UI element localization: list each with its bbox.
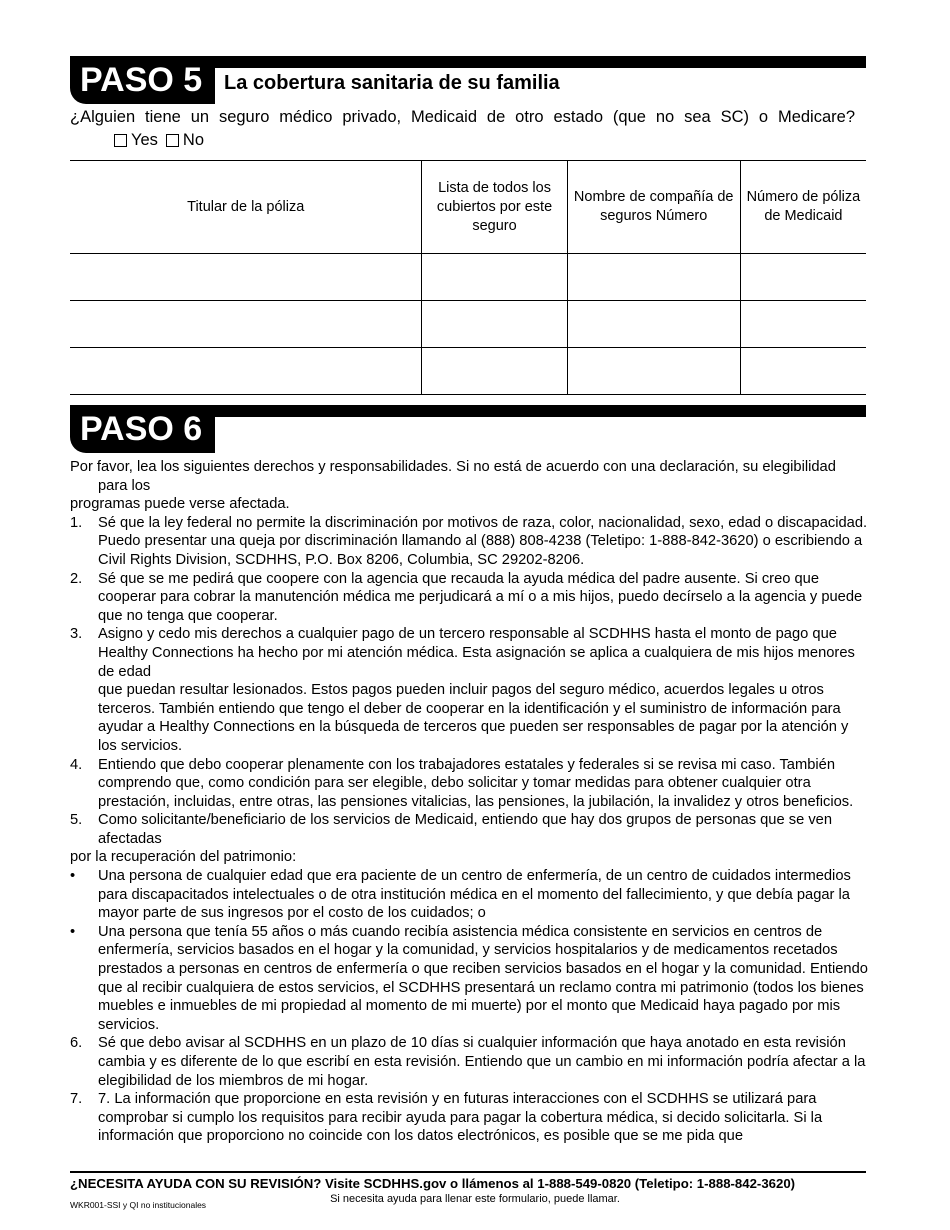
step6-badge: PASO 6 [70, 405, 215, 453]
bullet-icon: • [70, 923, 76, 940]
intro-text [70, 458, 868, 495]
item-number: 2. [70, 570, 83, 587]
item-5-continued: por la recuperación del patrimonio: [70, 849, 297, 866]
coverage-yes-no [114, 131, 208, 150]
covered-cell[interactable] [422, 301, 567, 348]
bullet-icon: • [70, 868, 76, 885]
item-text: Sé que debo avisar al SCDHHS en un plazo de 10 días si cualquier información que haya anotado en esta revisión cambia y es diferente de lo que escribí en esta revisión. Entiendo que un cambio en mi información podría afectar a la elegibilidad de los miembros de mi hogar. [98, 1035, 866, 1089]
company-cell[interactable] [567, 348, 740, 395]
item-number: 7. [70, 1091, 83, 1108]
list-item [70, 811, 868, 848]
item-number: 1. [70, 514, 83, 531]
item-3-continued [70, 681, 868, 755]
no-checkbox[interactable] [166, 134, 179, 147]
policy-number-cell[interactable] [740, 348, 866, 395]
no-label: No [182, 131, 205, 149]
table-row [70, 301, 866, 348]
bullet-text: Una persona de cualquier edad que era paciente de un centro de enfermería, de un centro de cuidados intermedios para discapacitados intelectuales o de otra institución médica en el momento del fallecimiento, y que debía pagar la mayor parte de sus ingresos por el costo de los cuidados; o [98, 868, 851, 922]
policy-holder-cell[interactable] [70, 348, 422, 395]
coverage-question: ¿Alguien tiene un seguro médico privado, Medicaid de otro estado (que no sea SC) o Medicare? [70, 108, 855, 126]
intro-text-2: programas puede verse afectada. [70, 496, 290, 513]
step5-title: La cobertura sanitaria de su familia [224, 72, 560, 94]
footer-subtext: Si necesita ayuda para llenar este formulario, puede llamar. [330, 1193, 620, 1205]
policy-number-cell[interactable] [740, 254, 866, 301]
step5-badge: PASO 5 [70, 56, 215, 104]
list-item [70, 1034, 868, 1090]
header-company-name: Nombre de compañía de seguros Número [567, 161, 740, 254]
item-text: Como solicitante/beneficiario de los servicios de Medicaid, entiendo que hay dos grupos de personas que se ven afectadas [98, 812, 833, 847]
item-text: que puedan resultar lesionados. Estos pagos pueden incluir pagos del seguro médico, acuerdos legales u otros terceros. También entiendo que tengo el deber de cooperar en la identificación y el suministro de información para ayudar a Healthy Connections en la búsqueda de terceros que pueden ser responsables de pagar por la atención y los servicios. [98, 682, 849, 754]
list-item [70, 756, 868, 812]
header-covered-list: Lista de todos los cubiertos por este seguro [422, 161, 567, 254]
yes-label: Yes [131, 131, 158, 149]
covered-cell[interactable] [422, 254, 567, 301]
item-text: Sé que la ley federal no permite la discriminación por motivos de raza, color, nacionalidad, sexo, edad o discapacidad. Puedo presentar una queja por discriminación llamando al (888) 808-4238 (Teletipo: 1-888-842-3620) o escribiendo a Civil Rights Division, SCDHHS, P.O. Box 8206, Columbia, SC 29202-8206. [98, 514, 868, 568]
intro-line-1: Por favor, lea los siguientes derechos y responsabilidades. Si no está de acuerdo con una declaración, su elegibilidad para los [70, 459, 836, 494]
footer-help-text: ¿NECESITA AYUDA CON SU REVISIÓN? Visite SCDHHS.gov o llámenos al 1-888-549-0820 (Teletipo: 1-888-842-3620) [70, 1176, 796, 1191]
rights-responsibilities [70, 458, 868, 1146]
company-cell[interactable] [567, 254, 740, 301]
header-policy-holder: Titular de la póliza [70, 161, 422, 254]
item-number: 3. [70, 626, 83, 643]
table-row [70, 254, 866, 301]
item-text: 7. La información que proporcione en esta revisión y en futuras interacciones con el SCDHHS se utilizará para comprobar si cumplo los requisitos para recibir ayuda para pagar la cobertura médica, si decido solicitarla. Si la información que proporciono no coincide con los datos electrónicos, es posible que se me pida que [98, 1091, 823, 1145]
item-number: 5. [70, 812, 83, 829]
coverage-table [70, 160, 866, 395]
yes-checkbox[interactable] [114, 134, 127, 147]
item-text: Entiendo que debo cooperar plenamente con los trabajadores estatales y federales si se revisa mi caso. También comprendo que, como condición para ser elegible, debo solicitar y tomar medidas para obtener cualquier otra prestación, incluidas, entre otras, las pensiones vitalicias, las pensiones, la jubilación, la invalidez y otros beneficios. [98, 756, 854, 810]
policy-holder-cell[interactable] [70, 254, 422, 301]
list-item [70, 1090, 868, 1146]
header-policy-number: Número de póliza de Medicaid [740, 161, 866, 254]
bullet-text: Una persona que tenía 55 años o más cuando recibía asistencia médica consistente en servicios en centros de enfermería, servicios basados en el hogar y la comunidad, y servicios hospitalarios y de medicamentos recetados prestados a personas en centros de enfermería o que reciben servicios basados en el hogar y la comunidad. Entiendo que al recibir cualquiera de estos servicios, el SCDHHS presentará un reclamo contra mi patrimonio (todos los bienes muebles e inmuebles de mi propiedad al momento de mi muerte) por el monto que Medicaid haya pagado por mis servicios. [98, 923, 868, 1033]
list-item [70, 514, 868, 570]
form-code: WKR001-SSI y QI no institucionales [70, 1200, 207, 1210]
item-text: Asigno y cedo mis derechos a cualquier pago de un tercero responsable al SCDHHS hasta el monto de pago que Healthy Connections ha hecho por mi atención médica. Esta asignación se aplica a cualquiera de mis hijos menores de edad [98, 626, 855, 680]
list-item [70, 570, 868, 626]
list-item [70, 625, 868, 681]
company-cell[interactable] [567, 301, 740, 348]
table-row [70, 348, 866, 395]
item-number: 6. [70, 1035, 83, 1052]
item-number: 4. [70, 756, 83, 773]
bullet-item [70, 923, 868, 1035]
policy-number-cell[interactable] [740, 301, 866, 348]
policy-holder-cell[interactable] [70, 301, 422, 348]
coverage-table-header [70, 161, 866, 254]
bullet-item [70, 867, 868, 923]
item-text: Sé que se me pedirá que coopere con la agencia que recauda la ayuda médica del padre ausente. Si creo que cooperar para cobrar la manutención médica me perjudicará a mí o a mis hijos, puedo decírselo a la agencia y puede que no tenga que cooperar. [98, 570, 863, 624]
footer-divider [70, 1171, 866, 1173]
covered-cell[interactable] [422, 348, 567, 395]
